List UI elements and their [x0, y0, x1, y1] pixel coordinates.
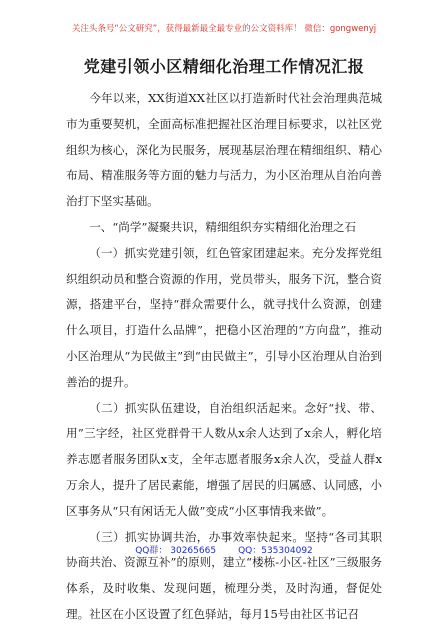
- paragraph-item-3: （三）抓实协调共治，办事效率快起来。坚持“各司其职协商共治、资源互补”的原则，建立“楼栋-小区-社区”三级服务体系，及时收集、发现问题，梳理分类，及时沟通，督促处理。社区在小区设置了红色驿站，每月15号由社区书记召: [66, 529, 382, 621]
- footer-contact: [0, 543, 448, 556]
- paragraph-item-1: （一）抓实党建引领，红色管家团建起来。充分发挥党组织组织动员和整合资源的作用，党员带头，服务下沉，整合资源，搭建平台，坚持“群众需要什么，就寻找什么资源，创建什么项目，打造什么品牌”，把稳小区治理的“方向盘”，推动小区治理从“为民做主”到“由民做主”，引导小区治理从自治到善治的提升。: [66, 245, 382, 389]
- section-heading: 一、“尚学”凝聚共识，精细组织夯实精细化治理之石: [89, 219, 357, 234]
- footer-qq-group: QQ群： 30265665: [135, 546, 217, 556]
- paragraph-intro: 今年以来，XX街道XX社区以打造新时代社会治理典范城市为重要契机，全面高标准把握社区治理目标要求，以社区党组织为核心，深化为民服务，展现基层治理在精细组织、精心布局、精准服务等方面的魅力与活力，为小区治理从自治向善治打下坚实基础。: [66, 91, 382, 209]
- footer-qq: QQ：535304092: [238, 546, 313, 556]
- paragraph-item-2: （二）抓实队伍建设，自治组织活起来。念好“找、带、用”三字经，社区党群骨干人数从x余人达到了x余人，孵化培养志愿者服务团队x支，全年志愿者服务x余人次，受益人群x万余人，提升了居民素能，增强了居民的归属感、认同感，小区事务从“只有闲话无人做”变成“小区事情我来做”。: [66, 400, 382, 518]
- document-title: 党建引领小区精细化治理工作情况汇报: [83, 57, 365, 76]
- header-note: 关注头条号“公文研究”，获得最新最全最专业的公文资料库！ 微信：gongwenyj: [71, 24, 377, 34]
